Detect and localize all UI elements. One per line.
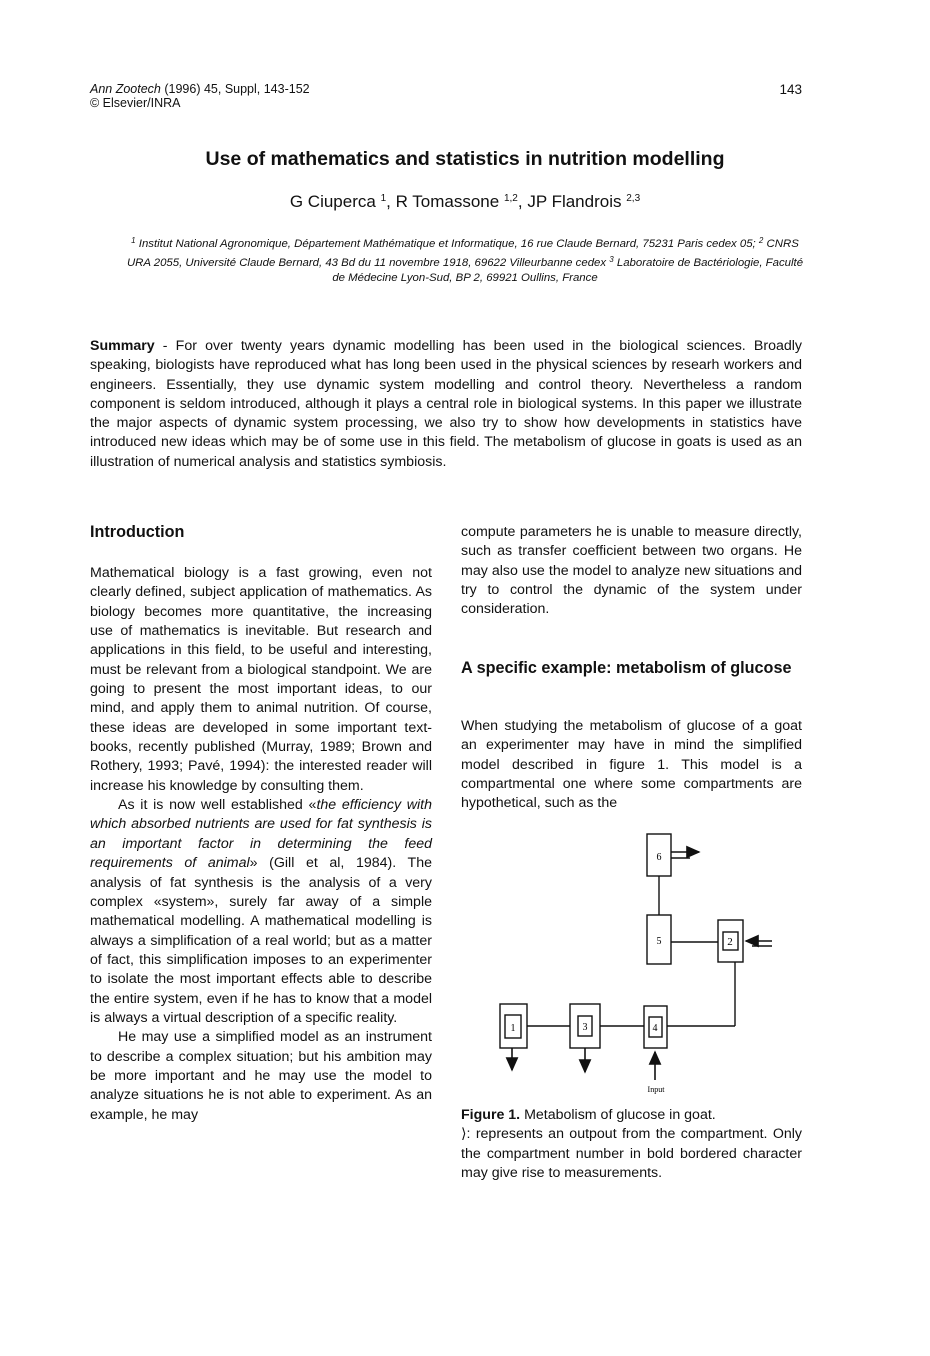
- label-3: 3: [582, 1022, 588, 1033]
- summary-text: - For over twenty years dynamic modelling has been used in the biological sciences. Broadly speaking, biologists have reproduced what has long been used in the physical sciences by researh workers and engineers. Essentially, they use dynamic system modelling and control theory. Nevertheless a random component is seldom introduced, although it plays a central role in biological systems. In this paper we illustrate the major aspects of dynamic system processing, we also try to show how developments in statistics have introduced new ideas which may be of some use in this field. The metabolism of glucose in goats is used as an illustration of numerical analysis and statistics symbiosis.: [90, 338, 802, 470]
- copyright: © Elsevier/INRA: [90, 96, 181, 110]
- author-name: JP Flandrois: [527, 192, 622, 211]
- journal-volume: (1996) 45, Suppl, 143-152: [160, 82, 310, 96]
- label-2: 2: [727, 936, 733, 948]
- affiliation-3: Laboratoire de Bactériologie, Faculté de Médecine Lyon-Sud, BP 2, 69921 Oullins, France: [332, 257, 804, 284]
- section-2-paragraph-1: When studying the metabolism of glucose of a goat an experimenter may have in mind the simplified model described in figure 1. This model is a compartmental one where some compartments are hypothetical, such as the: [461, 718, 802, 812]
- figure-caption-body: ⟩: represents an outpout from the compartment. Only the compartment number in bold bordered character may give rise to measurements.: [461, 1126, 802, 1181]
- author-list: G Ciuperca $^1$, R Tomassone $^{1,2}$, JP Flandrois $^{2,3}$: [289, 192, 641, 211]
- section-2-heading: A specific example: metabolism of glucose: [461, 659, 792, 677]
- author-affiliation-mark: 1: [380, 193, 387, 204]
- affiliation-2: CNRS URA 2055, Université Claude Bernard, 43 Bd du 11 novembre 1918, 69622 Villeurbanne cedex: [126, 238, 799, 269]
- input-label: Input: [647, 1085, 665, 1094]
- summary-label: Summary: [90, 338, 155, 354]
- intro-p2-tail: » (Gill et al, 1984). The analysis of fat synthesis is the analysis of a very complex «system», surely far away of a simple mathematical modelling. A mathematical modelling is always a simplification of a real world; but as a matter of fact, this simplification imposes to an experimenter to isolate the most important effects able to describe the entire system, even if he has to know that a model is always a virtual description of a specific reality.: [90, 855, 432, 1026]
- intro-p2-lead: As it is now well established «: [118, 797, 317, 814]
- introduction-heading: Introduction: [90, 523, 185, 541]
- affiliation-mark: 3: [609, 255, 614, 264]
- figure-1-caption: [461, 1106, 802, 1183]
- page-number: 143: [779, 82, 802, 97]
- label-4: 4: [652, 1023, 658, 1034]
- affiliation-mark: 2: [758, 236, 764, 245]
- paper-title: Use of mathematics and statistics in nutrition modelling: [205, 148, 725, 170]
- affiliation-mark: 1: [131, 236, 136, 245]
- author-name: G Ciuperca: [289, 192, 376, 211]
- author-affiliation-mark: 1,2: [503, 193, 518, 204]
- figure-label: Figure 1.: [461, 1107, 521, 1123]
- author-name: R Tomassone: [395, 192, 500, 211]
- journal-name: Ann Zootech: [90, 82, 161, 96]
- intro-paragraph-4: compute parameters he is unable to measure directly, such as transfer coefficient between two organs. He may also use the model to analyze new situations and try to control the dynamic of the system under consideration.: [461, 524, 802, 618]
- label-6: 6: [656, 852, 662, 863]
- author-affiliation-mark: 2,3: [626, 193, 641, 204]
- label-1: 1: [510, 1023, 516, 1034]
- intro-paragraph-3: He may use a simplified model as an instrument to describe a complex situation; but his ambition may be more important and he may use the model to analyze situations he is not able to experiment. As an example, he may: [90, 1029, 432, 1123]
- affiliation-1: Institut National Agronomique, Département Mathématique et Informatique, 16 rue Claude Bernard, 75231 Paris cedex 05;: [138, 238, 756, 250]
- figure-caption-title: Metabolism of glucose in goat.: [520, 1107, 716, 1123]
- label-5: 5: [656, 936, 662, 947]
- intro-paragraph-1: Mathematical biology is a fast growing, even not clearly defined, subject application of mathematics. As biology becomes more quantitative, the increasing use of mathematics is inevitable. But research and applications in this field, to be useful and interesting, must be relevant from a biological standpoint. We are going to present the most important ideas, to our mind, and apply them to animal nutrition. Of course, these ideas are developed in some important text-books, recently published (Murray, 1989; Brown and Rothery, 1993; Pavé, 1994): the interested reader will increase his knowledge by consulting them.: [90, 565, 432, 794]
- intro-p2-quote: the efficiency with which absorbed nutrients are used for fat synthesis is an important factor in determining the feed requirements of animal: [90, 797, 432, 872]
